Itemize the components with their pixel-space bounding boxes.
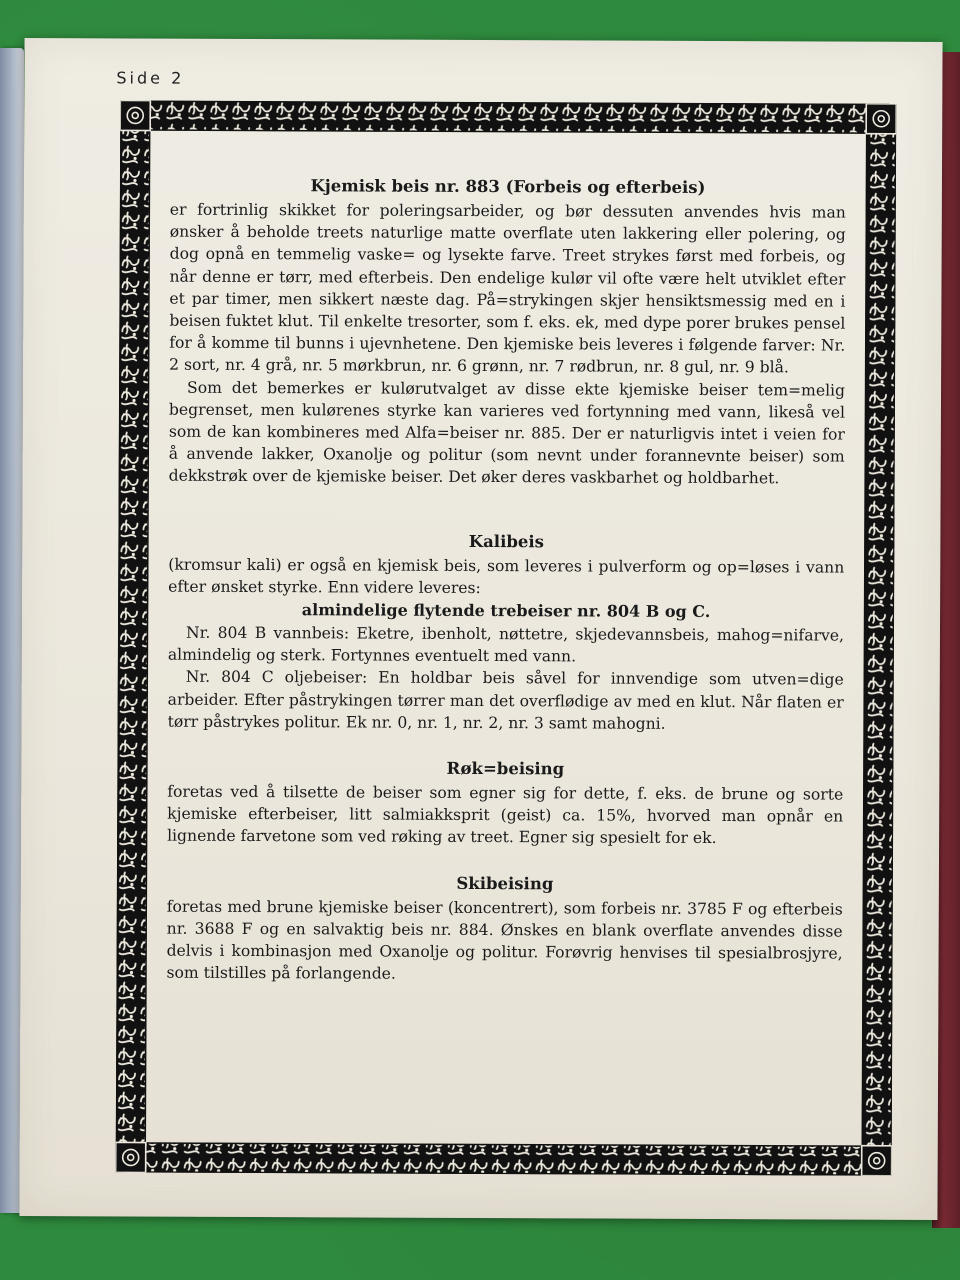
subheading-flytende-trebeiser: almindelige flytende trebeiser nr. 804 B og C. <box>301 600 711 622</box>
page-label: Side 2 <box>116 68 185 88</box>
paragraph-skibeising: foretas med brune kjemiske beiser (koncentrert), som forbeis nr. 3785 F og efterbeis nr. 3688 F og en salvaktig beis nr. 884. Ønskes en blank overflate anvendes disse delvis i kombinasjon med Oxanolje og politur. Forøvrig henvises til spesialbrosjyre, som tilstilles på forlangende. <box>166 897 843 983</box>
paragraph-804b: Nr. 804 B vannbeis: Eketre, ibenholt, nøttetre, skjedevannsbeis, mahog=nifarve, almindelig og sterk. Fortynnes eventuelt med vann. <box>167 623 845 666</box>
paragraph-804c: Nr. 804 C oljebeiser: En holdbar beis såvel for innvendige som utven=dige arbeider. Efter påstrykingen tørrer man det overflødige av med en klut. Når flaten er tørr påstrykes politur. Ek nr. 0, nr. 1, nr. 2, nr. 3 samt mahogni. <box>167 668 844 733</box>
document-page <box>19 38 942 1220</box>
page-content <box>166 173 846 987</box>
section-title-kjemisk-beis: Kjemisk beis nr. 883 (Forbeis og efterbeis) <box>310 176 706 197</box>
section-title-skibeising: Skibeising <box>456 873 554 893</box>
section-title-rok-beising: Røk=beising <box>446 758 565 779</box>
section-title-kalibeis: Kalibeis <box>468 531 545 551</box>
paragraph-kjemisk-beis-2: Som det bemerkes er kulørutvalget av disse ekte kjemiske beiser tem=melig begrenset, men kulørenes styrke kan varieres ved fortynning med vann, likeså vel som de kan kombineres med Alfa=beiser nr. 885. Der er naturligvis intet i veien for å anvende lakker, Oxanolje og politur (som nevnt under forannevnte beiser) som dekkstrøk over de kjemiske beiser. Det øker deres vaskbarhet og holdbarhet. <box>168 378 846 488</box>
paragraph-rok-beising: foretas ved å tilsette de beiser som egner sig for dette, f. eks. de brune og sorte kjemiske efterbeiser, litt salmiakksprit (geist) ca. 15%, hvorved man opnår en lignende farvetone som ved røking av treet. Egner sig spesielt for ek. <box>167 782 844 848</box>
paragraph-kjemisk-beis-1: er fortrinlig skikket for poleringsarbeider, og bør dessuten anvendes hvis man ønsker å beholde treets naturlige matte overflate uten lakkering eller polering, og dog opnå en temmelig vaske= og lysekte farve. Treet strykes først med forbeis, og når denne er tørr, med efterbeis. Den endelige kulør vil ofte være helt utviklet efter et par timer, men sikkert næste dag. På=strykingen skjer hensiktsmessig med en i beisen fuktet klut. Til enkelte tresorter, som f. eks. ek, med dype porer brukes pensel for å komme til bunns i ujevnhetene. Den kjemiske beis leveres i følgende farver: Nr. 2 sort, nr. 4 grå, nr. 5 mørkbrun, nr. 6 grønn, nr. 7 rødbrun, nr. 8 gul, nr. 9 blå. <box>169 200 846 377</box>
paragraph-kalibeis-1: (kromsur kali) er også en kjemisk beis, som leveres i pulverform og op=løses i vann efter ønsket styrke. Enn videre leveres: <box>168 555 845 597</box>
